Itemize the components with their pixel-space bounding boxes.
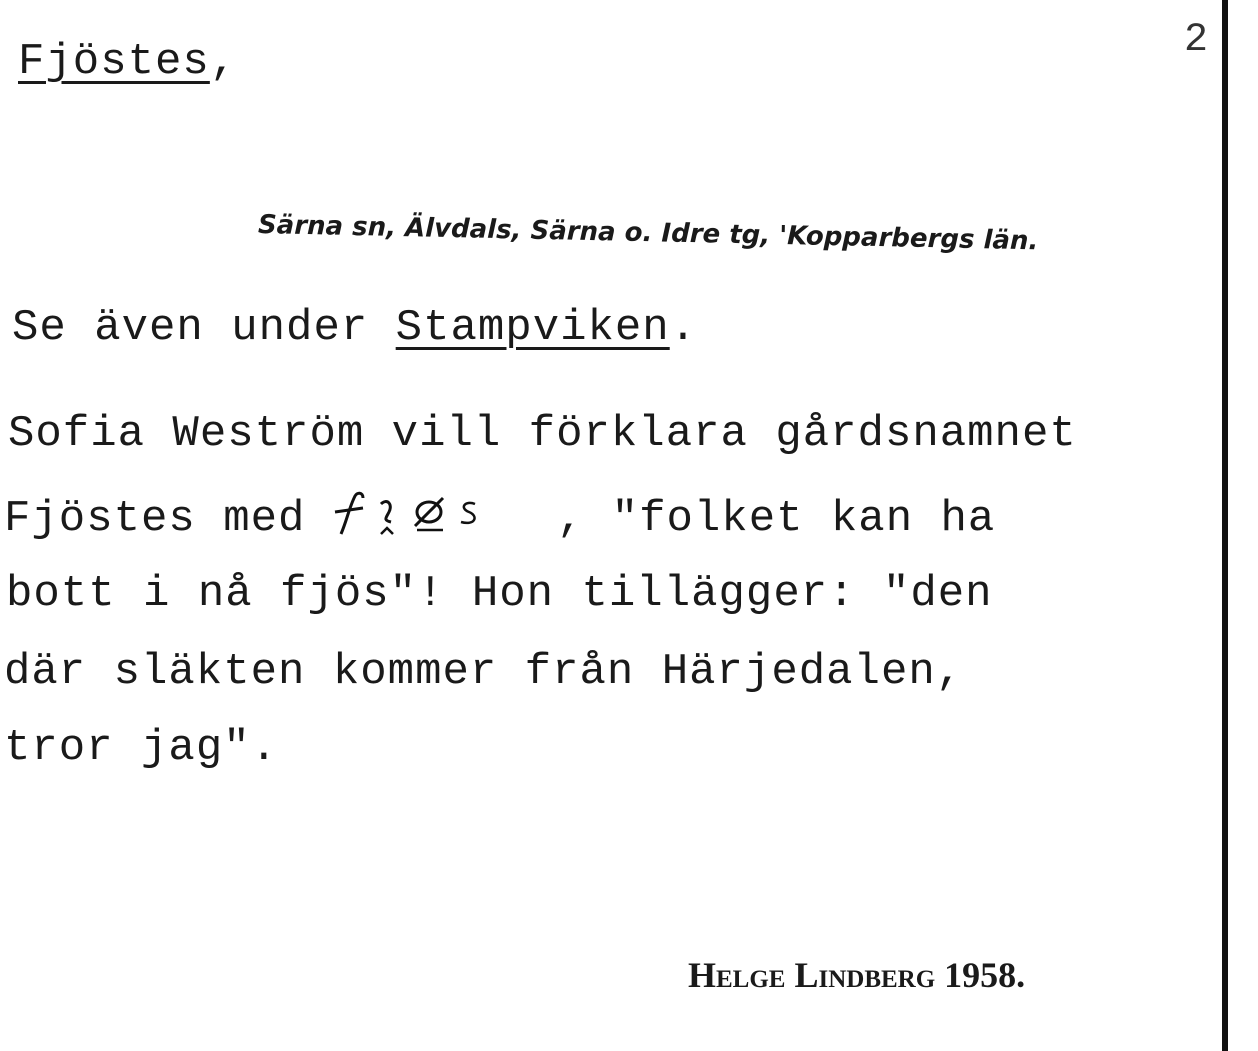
card-edge-rule xyxy=(1222,0,1228,1051)
headword-punctuation: , xyxy=(209,37,238,87)
body-line-3: bott i nå fjös"! Hon tillägger: "den xyxy=(6,569,993,619)
locality-stamp: Särna sn, Älvdals, Särna o. Idre tg, 'Kopparbergs län. xyxy=(257,210,1039,257)
body-line-4: där släkten kommer från Härjedalen, xyxy=(4,647,964,697)
body-line-5: tror jag". xyxy=(4,723,279,773)
collection-year: 1958. xyxy=(944,955,1026,995)
headword: Fjöstes xyxy=(18,37,210,87)
body-line-2-end: , "folket kan ha xyxy=(556,494,996,544)
see-also-reference: Stampviken xyxy=(395,303,670,353)
body-line-2 xyxy=(4,490,996,544)
see-also-prefix: Se även under xyxy=(12,303,369,353)
headword-line xyxy=(18,37,238,87)
body-line-1: Sofia Weström vill förklara gårdsnamnet xyxy=(8,409,1077,459)
page-number: 2 xyxy=(1183,18,1208,63)
collector-name: Helge Lindberg xyxy=(688,955,936,995)
see-also-suffix: . xyxy=(669,303,698,353)
collector-signature xyxy=(688,954,1025,996)
phonetic-transcription-handwritten xyxy=(333,490,557,540)
body-line-2-start: Fjöstes med xyxy=(4,494,306,544)
see-also-line xyxy=(12,303,698,353)
